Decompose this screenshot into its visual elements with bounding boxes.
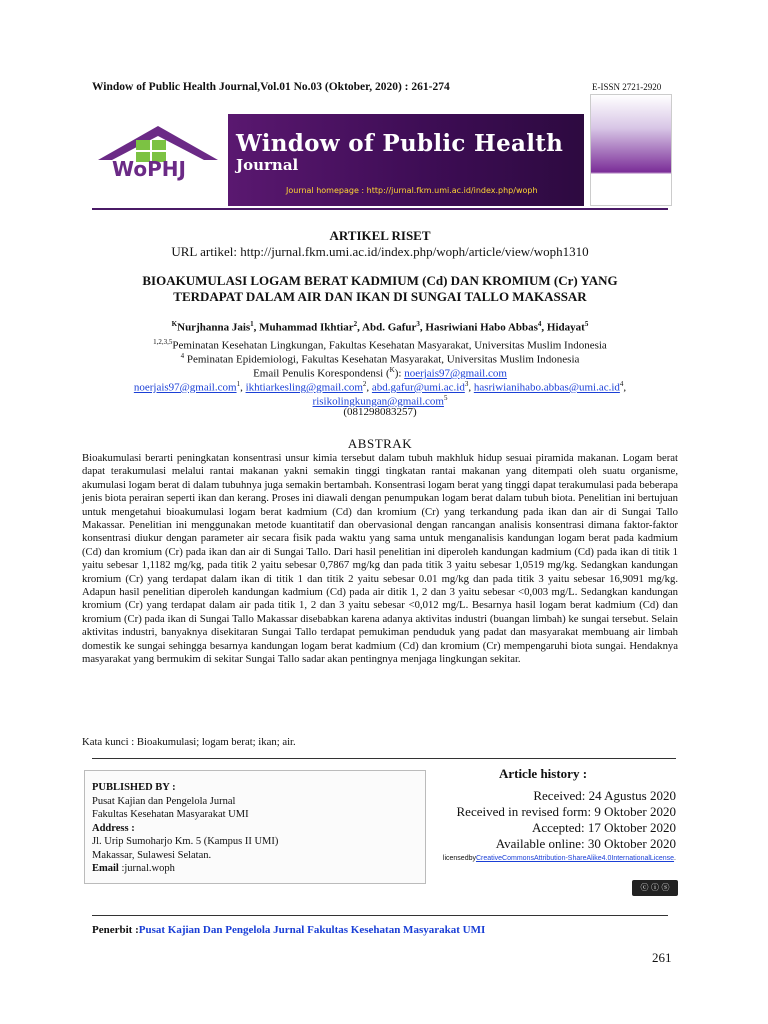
phone-number: (081298083257) xyxy=(343,406,417,418)
affiliation-1-sup: 1,2,3,5 xyxy=(153,338,173,346)
issn: E-ISSN 2721-2920 xyxy=(592,82,662,92)
author-2-sup: 2 xyxy=(353,320,358,328)
email-3-sup: 3 xyxy=(464,380,469,388)
title-line-1: BIOAKUMULASI LOGAM BERAT KADMIUM (Cd) DAN KROMIUM (Cr) YANG xyxy=(142,273,618,288)
author-5-sup: 5 xyxy=(584,320,589,328)
article-url[interactable]: URL artikel: http://jurnal.fkm.umi.ac.id/index.php/woph/article/view/woph1310 xyxy=(171,244,589,259)
address-line-1: Jl. Urip Sumoharjo Km. 5 (Kampus II UMI) xyxy=(92,836,279,847)
corresponding-email-label: Email Penulis Korespondensi ( xyxy=(253,367,390,380)
author-4-sup: 4 xyxy=(537,320,542,328)
email-link-5[interactable]: risikolingkungan@gmail.com xyxy=(312,395,444,408)
author-1: Nurjhanna Jais xyxy=(177,321,251,334)
header-divider xyxy=(92,208,668,210)
email-5-sup: 5 xyxy=(443,394,448,402)
section-divider xyxy=(92,758,676,759)
email-link-4[interactable]: hasriwianihabo.abbas@umi.ac.id xyxy=(473,381,620,394)
email-2-sup: 2 xyxy=(362,380,367,388)
publisher-heading: PUBLISHED BY : xyxy=(92,782,176,793)
author-list: $^K$Nurjhanna Jais$^1$, Muhammad Ikhtiar$^2$, Abd. Gafur$^3$, Hasriwiani Habo Abbas$^4$, Hidayat$^5$ xyxy=(171,320,589,334)
corresponding-email-mark: K xyxy=(389,366,395,374)
banner-title: Window of Public Health xyxy=(236,130,564,157)
author-3-sup: 3 xyxy=(416,320,420,328)
banner-subtitle: Journal xyxy=(236,156,299,174)
journal-cover-image xyxy=(590,94,672,206)
abstract-heading: ABSTRAK xyxy=(347,436,413,451)
publisher-footer xyxy=(92,924,485,936)
article-history xyxy=(410,766,676,852)
affiliation-2-sup: 4 xyxy=(180,352,185,360)
journal-logo xyxy=(92,120,226,194)
author-1-sup: 1 xyxy=(250,320,254,328)
banner-homepage-url[interactable]: Journal homepage : http://jurnal.fkm.umi.ac.id/index.php/woph xyxy=(286,186,538,195)
email-link-2[interactable]: ikhtiarkesling@gmail.com xyxy=(245,381,363,394)
email-link-3[interactable]: abd.gafur@umi.ac.id xyxy=(371,381,465,394)
online-date: Available online: 30 Oktober 2020 xyxy=(495,836,676,851)
address-label: Address : xyxy=(92,822,135,834)
corresponding-mark: K xyxy=(171,320,178,328)
accepted-date: Accepted: 17 Oktober 2020 xyxy=(531,820,676,835)
email-label: Email xyxy=(92,863,119,874)
creative-commons-badge-icon[interactable]: ⓒ ⓘ ⓢ xyxy=(632,880,678,896)
penerbit-value[interactable]: Pusat Kajian Dan Pengelola Jurnal Fakultas Kesehatan Masyarakat UMI xyxy=(138,924,486,936)
history-heading: Article history : xyxy=(498,766,588,781)
license-prefix: licensedby xyxy=(442,855,476,862)
affiliation-2-text: Peminatan Epidemiologi, Fakultas Kesehatan Masyarakat, Universitas Muslim Indonesia xyxy=(186,353,580,366)
author-4: Hasriwiani Habo Abbas xyxy=(425,321,538,334)
license-line xyxy=(400,855,676,862)
article-type: ARTIKEL RISET xyxy=(329,228,431,243)
journal-citation: Window of Public Health Journal,Vol.01 No.03 (Oktober, 2020) : 261-274 xyxy=(92,81,450,93)
penerbit-label: Penerbit : xyxy=(92,924,139,936)
received-date: Received: 24 Agustus 2020 xyxy=(533,788,676,803)
article-title xyxy=(92,273,668,305)
email-link-1[interactable]: noerjais97@gmail.com xyxy=(133,381,237,394)
license-suffix: . xyxy=(674,855,676,862)
abstract-text: Bioakumulasi berarti peningkatan konsentrasi unsur kimia tersebut dalam tubuh makhluk hidup sesuai piramida makanan. Logam berat dapat terakumulasi melalui rantai makanan yakni semakin tinggi tingkatan rantai makanan yang ditempati oleh suatu organisme, akumulasi logam berat di dalam tubuhnya juga semakin bertambah. Konsentrasi logam berat yang tinggi dapat terakumulasi pada beberapa jenis biota perairan seperti ikan dan kerang. Proses ini diawali dengan penumpukan logam berat dalam tubuh biota. Penelitian ini bertujuan untuk mengetahui bioakumulasi logam berat kadmium (Cd) dan kromium (Cr) yang terkandung pada ikan dan air di Sungai Tallo Makassar. Penelitian ini menggunakan metode kuantitatif dan obervasional dengan rancangan analisis konsentrasi dimana faktor-faktor konsentrasi diukur dengan parameter air secara fisik pada waktu yang sama untuk menganalisis kandungan logam berat pada kadmium (Cd) dan kromium (Cr) pada ikan dan air di Sungai Tallo. Dari hasil penelitian ini diperoleh kandungan kadmium (Cd) pada ikan di titik 1 yaitu sebesar 1,1182 mg/kg, pada titik 2 yaitu sebesar 0,7867 mg/kg dan pada titik 3 yaitu sebesar 1,0519 mg/kg. Sedangkan kandungan kromium (Cr) yang terdapat dalam ikan di titik 1 dan titik 2 yaitu sebesar 0.01 mg/kg dan pada titik 3 yaitu sebesar 16,9091 mg/kg. Adapun hasil penelitian diperoleh kandungan kadmium (Cd) pada air ditik 1, 2 dan 3 yaitu sebesar <0,003 mg/L. Sedangkan kandungan kromium (Cr) yang terdapat dalam air pada titik 1, 2 dan 3 yaitu sebesar <0,012 mg/L. Besarnya hasil logam berat kadmium (Cd) dan kromium (Cr) pada ikan di Sungai Tallo Makassar disebabkan karena adanya aktivitas industri (buangan limbah) ke sungai tersebut. Selain aktivitas industri, banyaknya disekitaran Sungai Tallo terdapat pemukiman penduduk yang padat dan masyarakat membuang air limbah domestik ke sungai sehingga besarnya kandungan logam berat kadmium (Cd) dan kromium (Cr) mempengaruhi biota sungai. Hendaknya masyarakat yang bermukim di sekitar Sungai Tallo sadar akan pentingnya menjaga lingkungan sekitar. xyxy=(82,452,678,666)
publisher-line-1: Pusat Kajian dan Pengelola Jurnal xyxy=(92,795,236,807)
affiliation-1-text: Peminatan Kesehatan Lingkungan, Fakultas Kesehatan Masyarakat, Universitas Muslim Indonesia xyxy=(172,339,607,352)
email-4-sup: 4 xyxy=(619,380,624,388)
keywords: Kata kunci : Bioakumulasi; logam berat; ikan; air. xyxy=(82,736,296,748)
corresponding-email-link[interactable]: noerjais97@gmail.com xyxy=(404,367,507,380)
corresponding-email-colon: ): xyxy=(394,367,405,380)
address-line-2: Makassar, Sulawesi Selatan. xyxy=(92,849,212,861)
footer-divider xyxy=(92,915,668,916)
author-5: Hidayat xyxy=(546,321,585,334)
revised-date: Received in revised form: 9 Oktober 2020 xyxy=(456,804,676,819)
publisher-email: :jurnal.woph xyxy=(118,863,175,874)
license-link[interactable]: CreativeCommonsAttribution-ShareAlike4.0InternationalLicense xyxy=(475,855,675,862)
author-emails: noerjais97@gmail.com$^1$, ikhtiarkesling@gmail.com$^2$, $abd.gafur@umi.ac.id^3$, $hasriwianihabo.abbas@umi.ac.id^4$, xyxy=(133,380,627,394)
logo-text: WoPHJ xyxy=(112,157,186,181)
title-line-2: TERDAPAT DALAM AIR DAN IKAN DI SUNGAI TALLO MAKASSAR xyxy=(173,289,587,304)
page-number: 261 xyxy=(652,950,672,965)
author-2: Muhammad Ikhtiar xyxy=(259,321,354,334)
author-3: Abd. Gafur xyxy=(362,321,417,334)
email-1-sup: 1 xyxy=(236,380,241,388)
publisher-line-2: Fakultas Kesehatan Masyarakat UMI xyxy=(92,809,249,820)
publisher-info xyxy=(92,781,278,876)
